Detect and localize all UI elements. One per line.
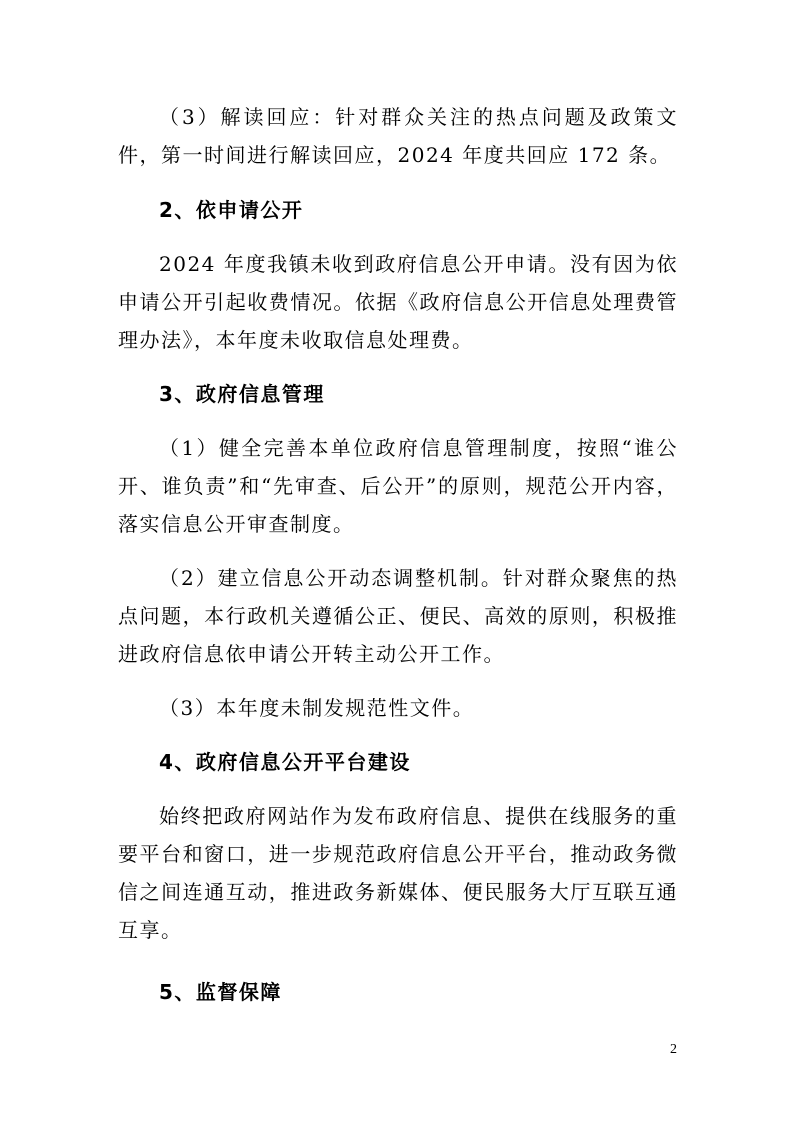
document-body: [118, 98, 678, 1011]
heading-information-management: 3、政府信息管理: [159, 382, 325, 406]
heading-platform-construction: 4、政府信息公开平台建设: [159, 750, 411, 774]
paragraph-interpretation-response: （3）解读回应：针对群众关注的热点问题及政策文件，第一时间进行解读回应，2024 年度共回应 172 条。: [118, 105, 678, 167]
heading-supervision: 5、监督保障: [159, 980, 282, 1004]
heading-application-disclosure: 2、依申请公开: [159, 198, 304, 222]
paragraph-platform-construction: 始终把政府网站作为发布政府信息、提供在线服务的重要平台和窗口，进一步规范政府信息公开平台，推动政务微信之间连通互动，推进政务新媒体、便民服务大厅互联互通互享。: [118, 804, 678, 942]
paragraph-dynamic-adjustment: （2）建立信息公开动态调整机制。针对群众聚焦的热点问题，本行政机关遵循公正、便民、高效的原则，积极推进政府信息依申请公开转主动公开工作。: [118, 566, 678, 666]
page-number: 2: [670, 1042, 677, 1057]
paragraph-application-disclosure: 2024 年度我镇未收到政府信息公开申请。没有因为依申请公开引起收费情况。依据《政府信息公开信息处理费管理办法》，本年度未收取信息处理费。: [118, 252, 678, 352]
paragraph-normative-documents: （3）本年度未制发规范性文件。: [159, 696, 475, 720]
paragraph-management-system: （1）健全完善本单位政府信息管理制度，按照“谁公开、谁负责”和“先审查、后公开”的原则，规范公开内容，落实信息公开审查制度。: [118, 436, 678, 536]
